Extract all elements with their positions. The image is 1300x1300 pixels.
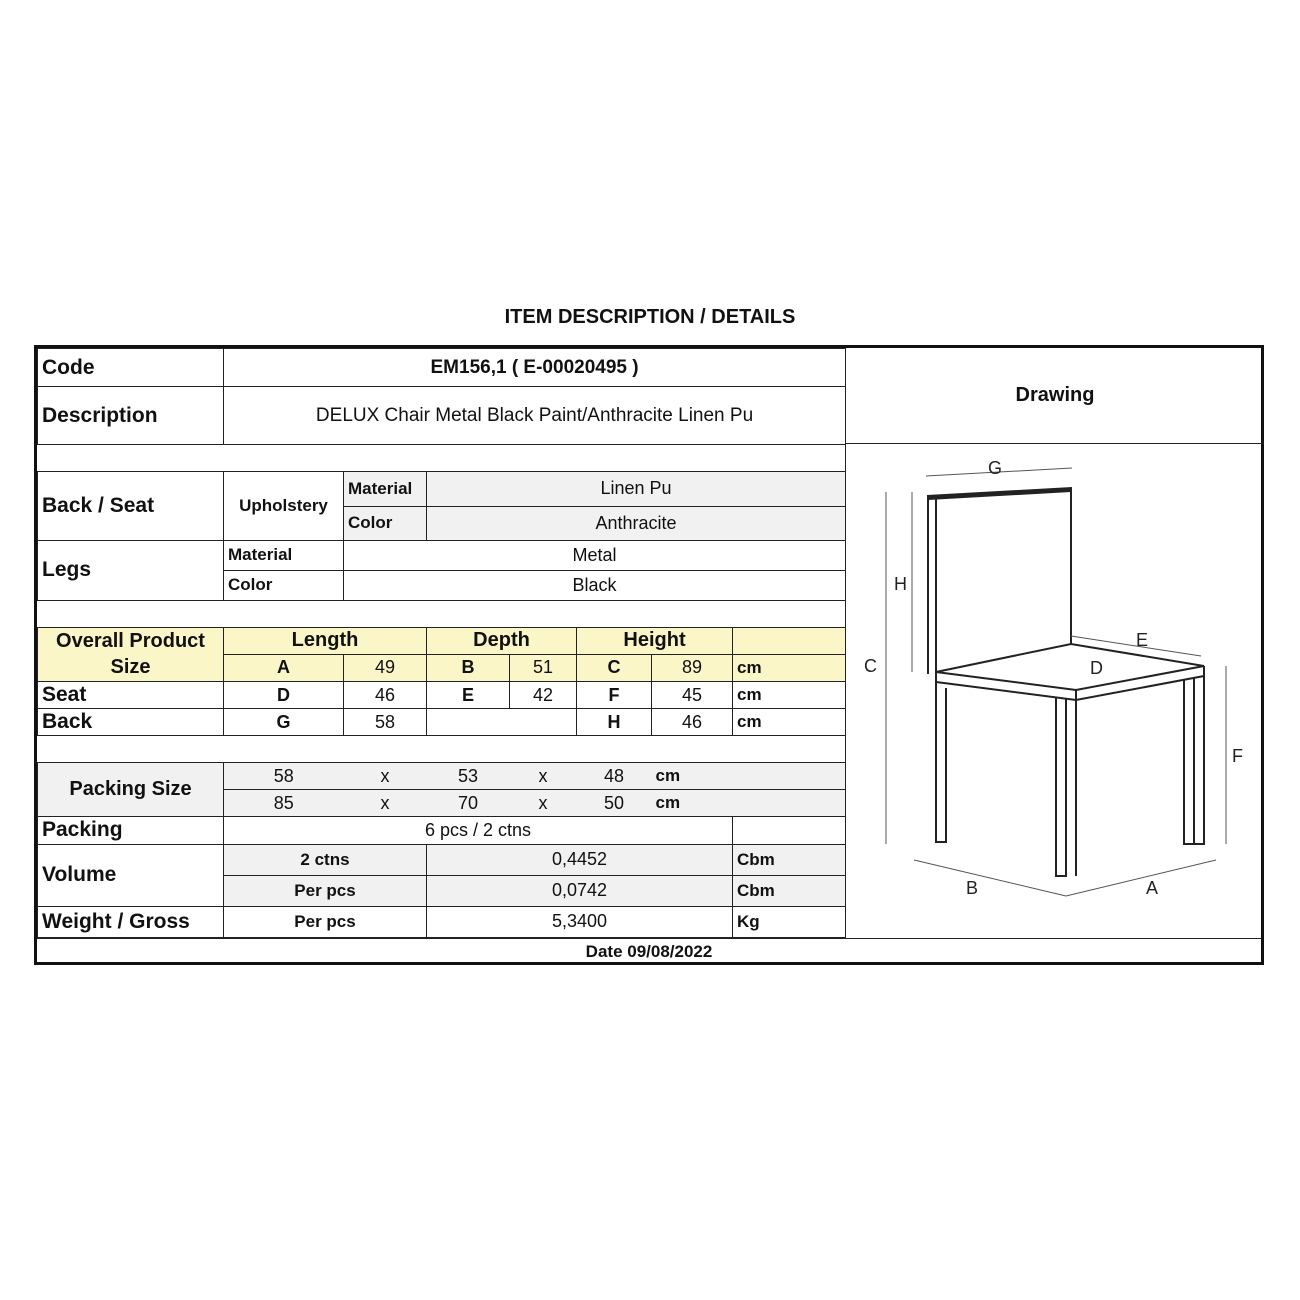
- code-label: Code: [38, 349, 224, 387]
- overall-size-label-line1: Overall Product: [56, 630, 205, 653]
- drawing-area: [845, 444, 1264, 938]
- seat-front-edge: [936, 666, 1204, 700]
- back-label: Back: [38, 709, 224, 736]
- packing-row1-unit: cm: [652, 763, 846, 790]
- seat-key-d: D: [224, 682, 344, 709]
- packing-row1-x1: x: [344, 763, 427, 790]
- legs-color-label: Color: [224, 570, 344, 600]
- page-title: ITEM DESCRIPTION / DETAILS: [504, 306, 796, 328]
- volume-row2-value: 0,0742: [427, 875, 733, 906]
- length-header: Length: [224, 627, 427, 654]
- back-value-g: 58: [344, 709, 427, 736]
- packing-row1-x2: x: [510, 763, 577, 790]
- leg-front-right: [1184, 678, 1194, 844]
- spec-sheet: [34, 345, 1264, 965]
- back-unit: cm: [733, 709, 846, 736]
- packing-row2-width: 70: [427, 790, 510, 817]
- packing-row1-width: 53: [427, 763, 510, 790]
- volume-row2-unit: Cbm: [733, 875, 846, 906]
- packing-row2-length: 85: [224, 790, 344, 817]
- packing-row2-x1: x: [344, 790, 427, 817]
- packing-row2-x2: x: [510, 790, 577, 817]
- spacer-row: [38, 600, 846, 627]
- back-seat-material: Linen Pu: [427, 472, 846, 506]
- back-empty-cell: [427, 709, 577, 736]
- upholstery-label: Upholstery: [224, 472, 344, 540]
- packing-empty-cell: [733, 817, 846, 844]
- size-value-b: 51: [510, 654, 577, 681]
- weight-label: Weight / Gross: [38, 906, 224, 937]
- seat-value-f: 45: [652, 682, 733, 709]
- packing-value: 6 pcs / 2 ctns: [224, 817, 733, 844]
- dim-label-e: E: [1136, 630, 1149, 650]
- date-footer: Date 09/08/2022: [37, 938, 1261, 965]
- description-value: DELUX Chair Metal Black Paint/Anthracite Linen Pu: [224, 387, 846, 445]
- back-seat-label: Back / Seat: [38, 472, 224, 540]
- dim-line-a: [1066, 860, 1216, 896]
- spacer-row: [38, 445, 846, 472]
- size-key-b: B: [427, 654, 510, 681]
- packing-row2-unit: cm: [652, 790, 846, 817]
- packing-row1-height: 48: [577, 763, 652, 790]
- legs-label: Legs: [38, 540, 224, 600]
- back-seat-material-label: Material: [344, 472, 427, 506]
- back-key-h: H: [577, 709, 652, 736]
- weight-value: 5,3400: [427, 906, 733, 937]
- dim-line-b: [914, 860, 1066, 896]
- drawing-header: Drawing: [845, 348, 1264, 444]
- chair-drawing: [846, 444, 1263, 938]
- height-header: Height: [577, 627, 733, 654]
- dim-label-g: G: [988, 458, 1003, 478]
- weight-unit: Kg: [733, 906, 846, 937]
- leg-front-left: [1056, 698, 1066, 876]
- backrest-outline: [928, 488, 1071, 674]
- code-value: EM156,1 ( E-00020495 ): [224, 349, 846, 387]
- volume-row1-value: 0,4452: [427, 844, 733, 875]
- spec-table: [37, 348, 846, 938]
- seat-key-e: E: [427, 682, 510, 709]
- seat-key-f: F: [577, 682, 652, 709]
- seat-unit: cm: [733, 682, 846, 709]
- size-value-c: 89: [652, 654, 733, 681]
- dim-label-f: F: [1232, 746, 1243, 766]
- overall-size-label: [38, 627, 224, 681]
- legs-color: Black: [344, 570, 846, 600]
- dim-label-b: B: [966, 878, 979, 898]
- weight-sub-label: Per pcs: [224, 906, 427, 937]
- spacer-row: [38, 736, 846, 763]
- packing-row2-height: 50: [577, 790, 652, 817]
- overall-size-label-line2: Size: [110, 656, 151, 679]
- dim-label-d: D: [1090, 658, 1103, 678]
- legs-material-label: Material: [224, 540, 344, 570]
- volume-row2-label: Per pcs: [224, 875, 427, 906]
- back-value-h: 46: [652, 709, 733, 736]
- seat-label: Seat: [38, 682, 224, 709]
- size-key-c: C: [577, 654, 652, 681]
- seat-value-e: 42: [510, 682, 577, 709]
- volume-label: Volume: [38, 844, 224, 906]
- back-seat-color: Anthracite: [427, 506, 846, 540]
- packing-label: Packing: [38, 817, 224, 844]
- unit-header: [733, 627, 846, 654]
- size-value-a: 49: [344, 654, 427, 681]
- dim-label-c: C: [864, 656, 877, 676]
- depth-header: Depth: [427, 627, 577, 654]
- packing-size-label: Packing Size: [38, 763, 224, 817]
- back-key-g: G: [224, 709, 344, 736]
- packing-row1-length: 58: [224, 763, 344, 790]
- dim-label-h: H: [894, 574, 907, 594]
- volume-row1-unit: Cbm: [733, 844, 846, 875]
- leg-right-outer-line: [1194, 676, 1204, 844]
- volume-row1-label: 2 ctns: [224, 844, 427, 875]
- description-label: Description: [38, 387, 224, 445]
- legs-material: Metal: [344, 540, 846, 570]
- leg-back-left: [936, 682, 946, 842]
- seat-value-d: 46: [344, 682, 427, 709]
- size-unit: cm: [733, 654, 846, 681]
- size-key-a: A: [224, 654, 344, 681]
- back-seat-color-label: Color: [344, 506, 427, 540]
- dim-label-a: A: [1146, 878, 1159, 898]
